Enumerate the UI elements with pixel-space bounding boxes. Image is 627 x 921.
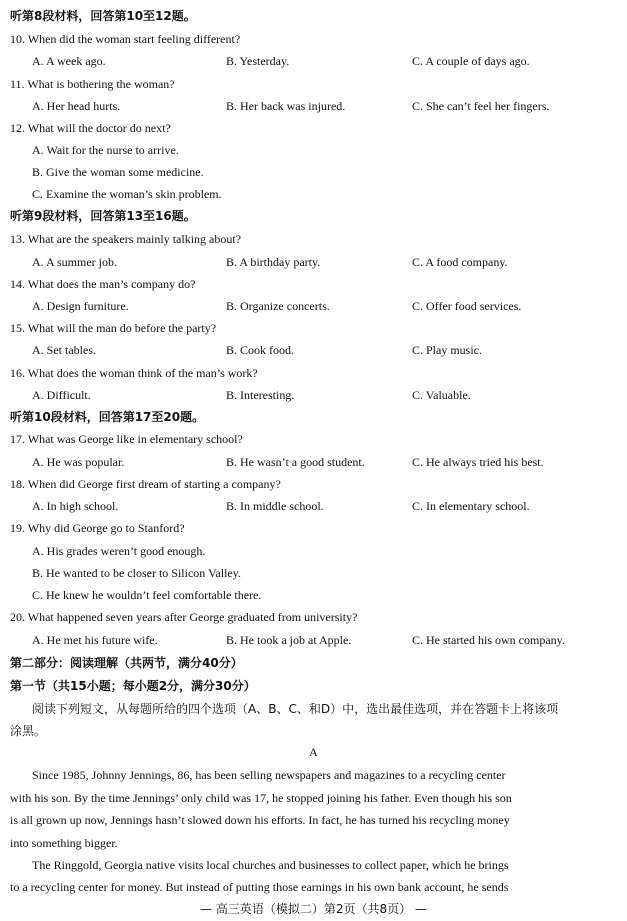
question-14: 14. What does the man’s company do? [10,277,196,291]
option-11-c: C. She can’t feel her fingers. [412,99,550,113]
option-15-a: A. Set tables. [32,343,96,357]
section-heading-10: 听第10段材料，回答第17至20题。 [10,410,205,424]
option-16-c: C. Valuable. [412,388,471,402]
paragraph-2-line-1: The Ringgold, Georgia native visits local churches and businesses to collect paper, which he brings [32,858,509,872]
option-18-b: B. In middle school. [226,499,324,513]
option-16-a: A. Difficult. [32,388,91,402]
question-16: 16. What does the woman think of the man’s work? [10,366,258,380]
option-11-b: B. Her back was injured. [226,99,346,113]
option-13-c: C. A food company. [412,255,508,269]
option-12-b: B. Give the woman some medicine. [32,165,204,179]
option-19-b: B. He wanted to be closer to Silicon Valley. [32,566,241,580]
question-19: 19. Why did George go to Stanford? [10,521,185,535]
question-12: 12. What will the doctor do next? [10,121,171,135]
question-18: 18. When did George first dream of starting a company? [10,477,281,491]
instruction-line-2: 涂黑。 [10,724,47,738]
option-14-b: B. Organize concerts. [226,299,330,313]
option-14-c: C. Offer food services. [412,299,522,313]
option-20-a: A. He met his future wife. [32,633,158,647]
question-13: 13. What are the speakers mainly talking about? [10,232,242,246]
option-15-b: B. Cook food. [226,343,295,357]
option-17-a: A. He was popular. [32,455,125,469]
section-one-heading: 第一节（共15小题；每小题2分，满分30分） [10,679,256,693]
option-10-b: B. Yesterday. [226,54,290,68]
option-17-b: B. He wasn’t a good student. [226,455,365,469]
option-12-a: A. Wait for the nurse to arrive. [32,143,179,157]
option-16-b: B. Interesting. [226,388,295,402]
option-13-a: A. A summer job. [32,255,118,269]
option-18-c: C. In elementary school. [412,499,530,513]
paragraph-1-line-1: Since 1985, Johnny Jennings, 86, has been selling newspapers and magazines to a recycling center [32,768,506,782]
option-18-a: A. In high school. [32,499,119,513]
paragraph-1-line-2: with his son. By the time Jennings’ only child was 17, he stopped joining his father. Even though his son [10,791,512,805]
paragraph-1-line-3: is all grown up now, Jennings hasn’t slowed down his efforts. In fact, he has turned his recycling money [10,813,510,827]
option-13-b: B. A birthday party. [226,255,321,269]
part-two-heading: 第二部分：阅读理解（共两节，满分40分） [10,656,243,670]
page-footer: — 高三英语（模拟二）第2页（共8页） — [200,902,427,916]
option-20-b: B. He took a job at Apple. [226,633,352,647]
question-10: 10. When did the woman start feeling different? [10,32,241,46]
question-11: 11. What is bothering the woman? [10,77,175,91]
question-15: 15. What will the man do before the party? [10,321,217,335]
section-heading-8: 听第8段材料，回答第10至12题。 [10,9,196,23]
option-17-c: C. He always tried his best. [412,455,544,469]
question-17: 17. What was George like in elementary school? [10,432,243,446]
option-15-c: C. Play music. [412,343,483,357]
option-11-a: A. Her head hurts. [32,99,121,113]
question-20: 20. What happened seven years after George graduated from university? [10,610,358,624]
option-10-c: C. A couple of days ago. [412,54,530,68]
passage-label: A [309,745,318,759]
option-10-a: A. A week ago. [32,54,106,68]
option-19-c: C. He knew he wouldn’t feel comfortable there. [32,588,262,602]
instruction-line-1: 阅读下列短文，从每题所给的四个选项（A、B、C、和D）中，选出最佳选项，并在答题卡上将该项 [32,702,559,716]
option-19-a: A. His grades weren’t good enough. [32,544,206,558]
section-heading-9: 听第9段材料，回答第13至16题。 [10,209,196,223]
paragraph-2-line-2: to a recycling center for money. But instead of putting those earnings in his own bank account, he sends [10,880,509,894]
option-20-c: C. He started his own company. [412,633,565,647]
option-14-a: A. Design furniture. [32,299,129,313]
paragraph-1-line-4: into something bigger. [10,836,118,850]
option-12-c: C. Examine the woman’s skin problem. [32,187,222,201]
